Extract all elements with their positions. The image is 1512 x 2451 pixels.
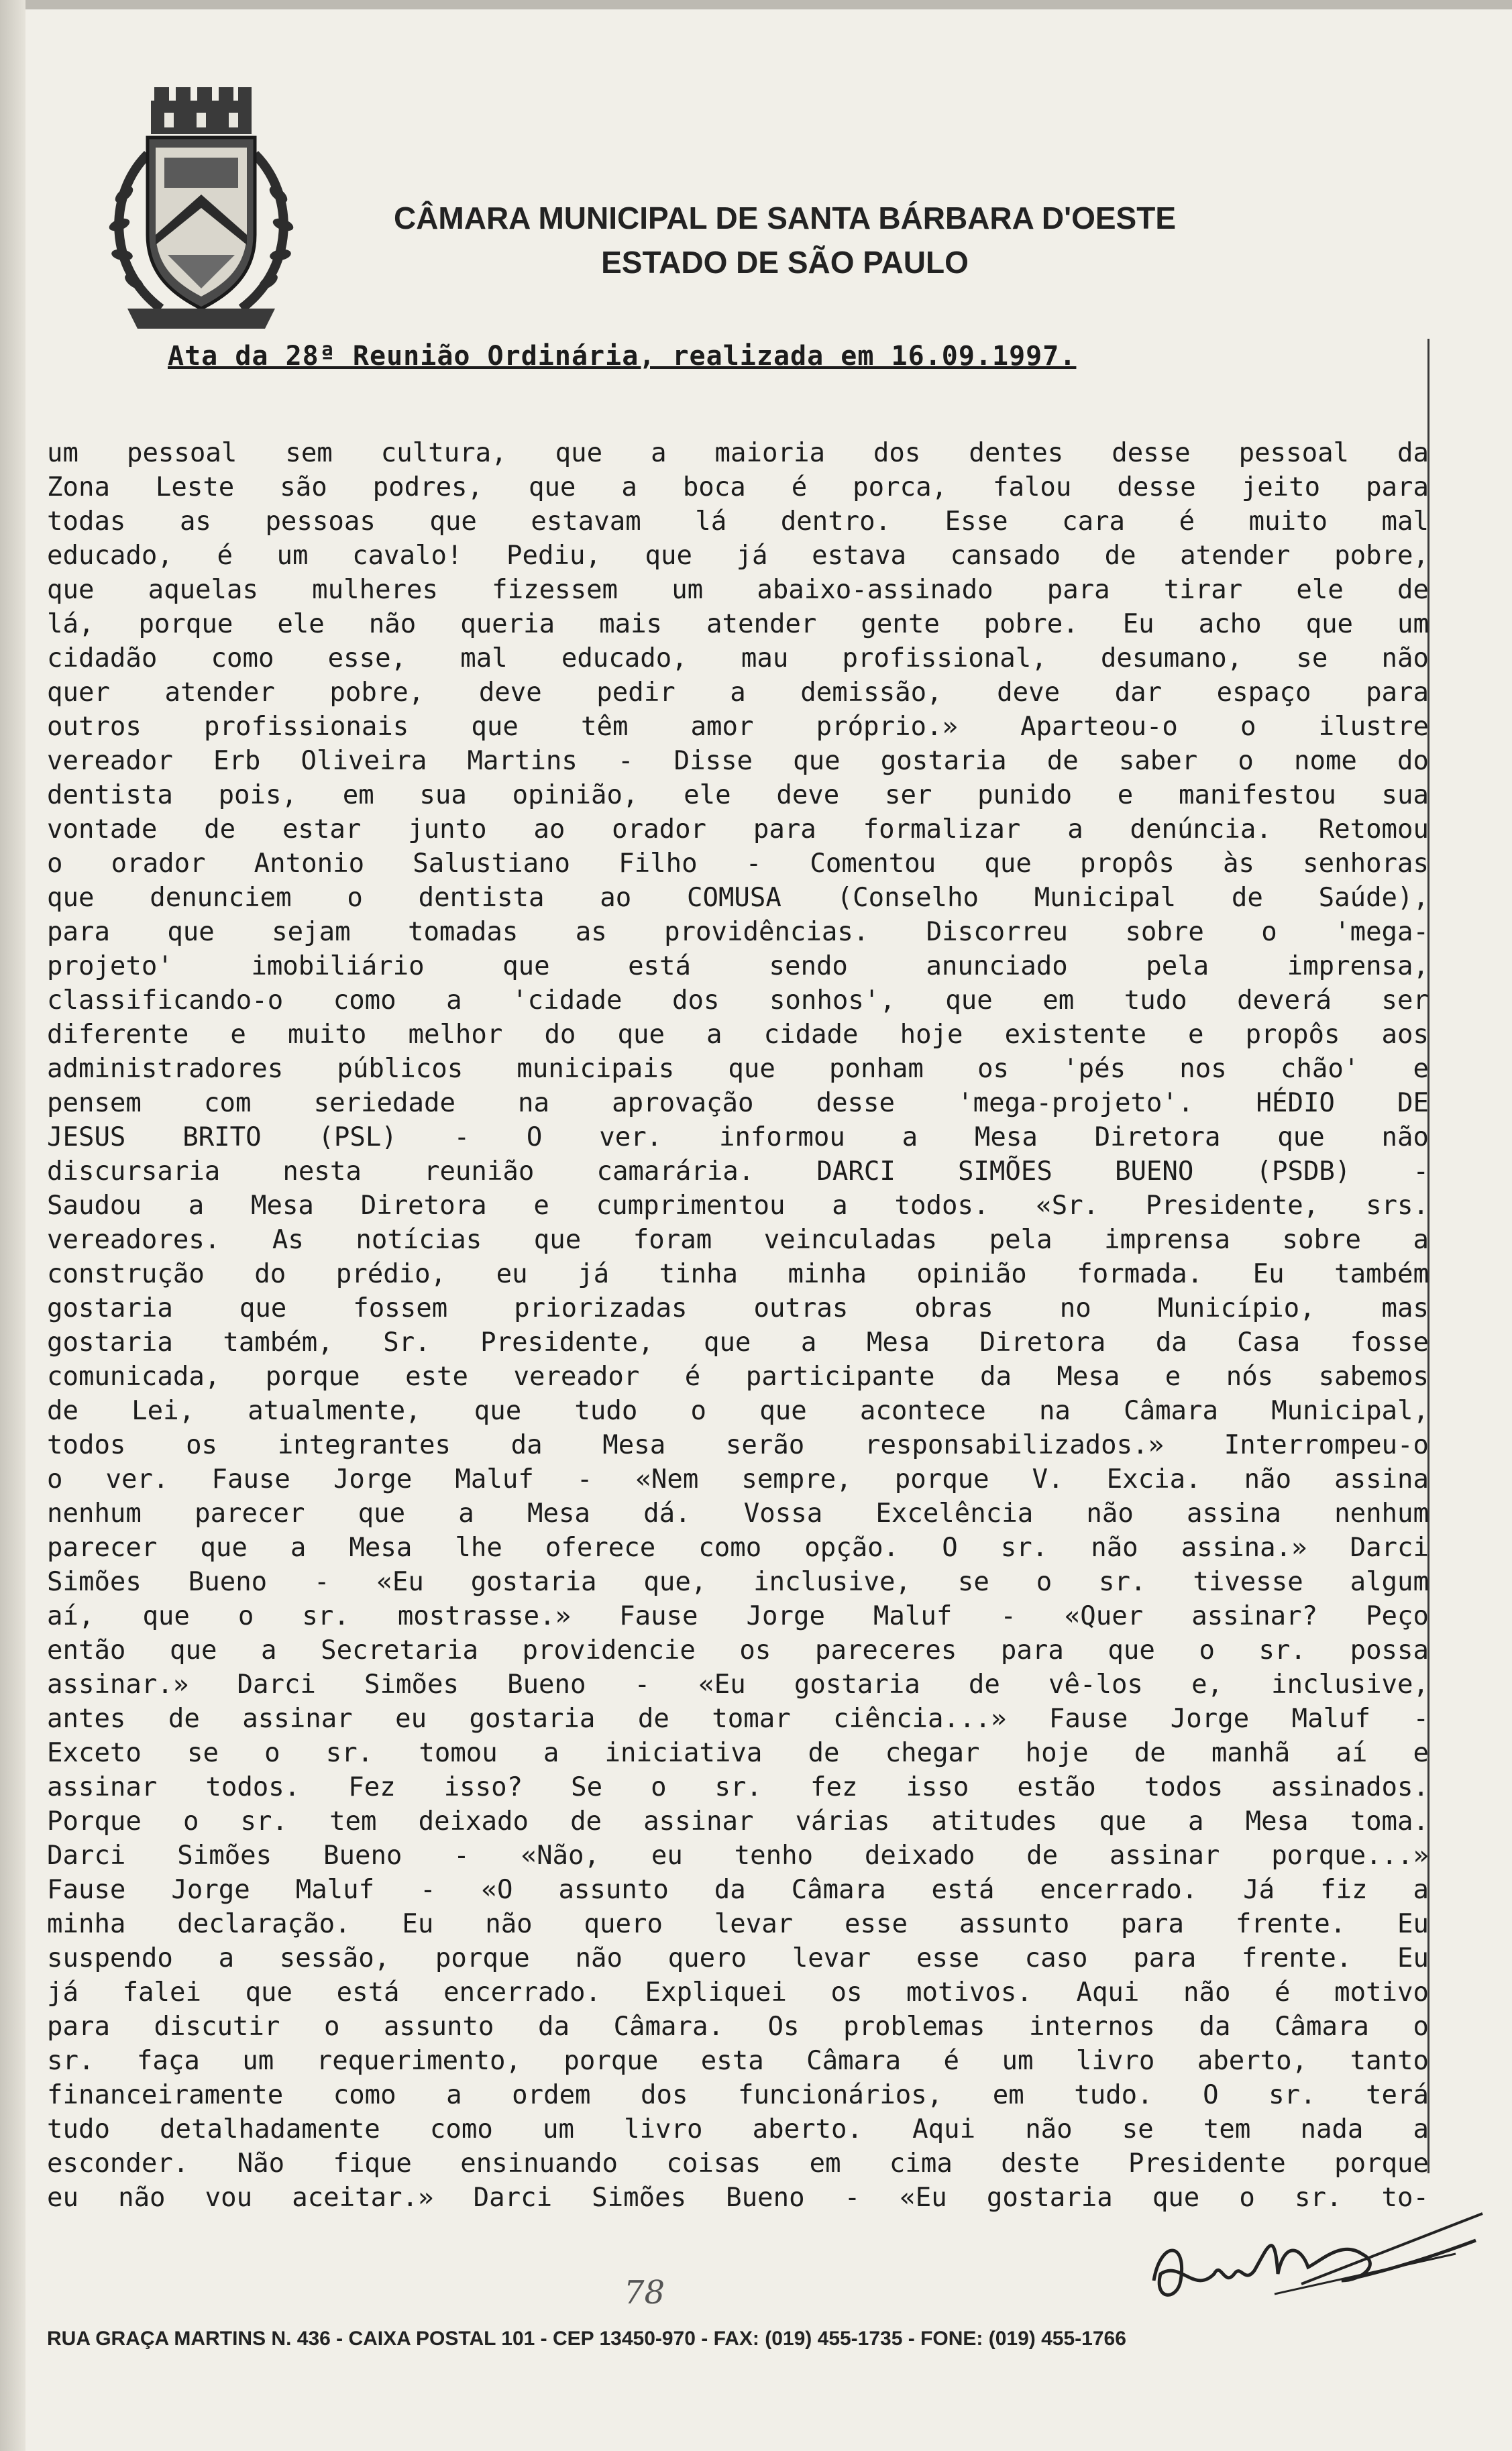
text-line: de Lei, atualmente, que tudo o que acontece na Câmara Municipal, bbox=[47, 1396, 1429, 1426]
text-line: vereadores. As notícias que foram veinculadas pela imprensa sobre a bbox=[47, 1225, 1429, 1255]
text-line: comunicada, porque este vereador é participante da Mesa e nós sabemos bbox=[47, 1362, 1429, 1392]
text-line: Exceto se o sr. tomou a iniciativa de chegar hoje de manhã aí e bbox=[47, 1738, 1429, 1768]
text-line: todas as pessoas que estavam lá dentro. Esse cara é muito mal bbox=[47, 506, 1429, 537]
text-line: para discutir o assunto da Câmara. Os problemas internos da Câmara o bbox=[47, 2012, 1429, 2042]
text-line: financeiramente como a ordem dos funcionários, em tudo. O sr. terá bbox=[47, 2080, 1429, 2110]
coat-of-arms-icon bbox=[101, 80, 302, 335]
text-line: pensem com seriedade na aprovação desse 'mega-projeto'. HÉDIO DE bbox=[47, 1088, 1429, 1118]
header-line-2: ESTADO DE SÃO PAULO bbox=[601, 245, 969, 280]
page-number: 78 bbox=[624, 2274, 665, 2311]
text-line: construção do prédio, eu já tinha minha opinião formada. Eu também bbox=[47, 1259, 1429, 1289]
text-line: antes de assinar eu gostaria de tomar ciência...» Fause Jorge Maluf - bbox=[47, 1704, 1429, 1734]
text-line: Simões Bueno - «Eu gostaria que, inclusive, se o sr. tivesse algum bbox=[47, 1567, 1429, 1597]
text-line: o ver. Fause Jorge Maluf - «Nem sempre, porque V. Excia. não assina bbox=[47, 1464, 1429, 1494]
text-line: assinar.» Darci Simões Bueno - «Eu gostaria de vê-los e, inclusive, bbox=[47, 1670, 1429, 1700]
text-line: parecer que a Mesa lhe oferece como opção. O sr. não assina.» Darci bbox=[47, 1533, 1429, 1563]
text-line: gostaria que fossem priorizadas outras obras no Município, mas bbox=[47, 1293, 1429, 1323]
text-line: cidadão como esse, mal educado, mau profissional, desumano, se não bbox=[47, 643, 1429, 673]
text-line: eu não vou aceitar.» Darci Simões Bueno - «Eu gostaria que o sr. to- bbox=[47, 2183, 1429, 2213]
text-line: um pessoal sem cultura, que a maioria dos dentes desse pessoal da bbox=[47, 438, 1429, 468]
text-line: esconder. Não fique ensinuando coisas em cima deste Presidente porque bbox=[47, 2148, 1429, 2179]
text-line: para que sejam tomadas as providências. Discorreu sobre o 'mega- bbox=[47, 917, 1429, 947]
scan-top-strip bbox=[0, 0, 1512, 9]
minutes-title: Ata da 28ª Reunião Ordinária, realizada em 16.09.1997. bbox=[168, 341, 1077, 372]
footer-address: RUA GRAÇA MARTINS N. 436 - CAIXA POSTAL 101 - CEP 13450-970 - FAX: (019) 455-1735 - FONE: (019) 455-1766 bbox=[47, 2328, 1126, 2350]
text-line: já falei que está encerrado. Expliquei os motivos. Aqui não é motivo bbox=[47, 1977, 1429, 2008]
text-line: Fause Jorge Maluf - «O assunto da Câmara está encerrado. Já fiz a bbox=[47, 1875, 1429, 1905]
text-line: quer atender pobre, deve pedir a demissão, deve dar espaço para bbox=[47, 677, 1429, 708]
text-line: dentista pois, em sua opinião, ele deve ser punido e manifestou sua bbox=[47, 780, 1429, 810]
text-line: diferente e muito melhor do que a cidade hoje existente e propôs aos bbox=[47, 1020, 1429, 1050]
text-line: Zona Leste são podres, que a boca é porca, falou desse jeito para bbox=[47, 472, 1429, 502]
text-line: minha declaração. Eu não quero levar esse assunto para frente. Eu bbox=[47, 1909, 1429, 1939]
text-line: educado, é um cavalo! Pediu, que já estava cansado de atender pobre, bbox=[47, 541, 1429, 571]
text-line: Darci Simões Bueno - «Não, eu tenho deixado de assinar porque...» bbox=[47, 1841, 1429, 1871]
text-line: sr. faça um requerimento, porque esta Câmara é um livro aberto, tanto bbox=[47, 2046, 1429, 2076]
text-line: Porque o sr. tem deixado de assinar várias atitudes que a Mesa toma. bbox=[47, 1806, 1429, 1837]
text-line: discursaria nesta reunião camarária. DARCI SIMÕES BUENO (PSDB) - bbox=[47, 1156, 1429, 1187]
text-line: outros profissionais que têm amor próprio.» Aparteou-o o ilustre bbox=[47, 712, 1429, 742]
scan-page-edge bbox=[0, 0, 25, 2451]
text-line: suspendo a sessão, porque não quero levar esse caso para frente. Eu bbox=[47, 1943, 1429, 1973]
header-line-1: CÂMARA MUNICIPAL DE SANTA BÁRBARA D'OESTE bbox=[393, 201, 1177, 235]
text-line: administradores públicos municipais que ponham os 'pés nos chão' e bbox=[47, 1054, 1429, 1084]
text-line: que aquelas mulheres fizessem um abaixo-assinado para tirar ele de bbox=[47, 575, 1429, 605]
text-line: vereador Erb Oliveira Martins - Disse que gostaria de saber o nome do bbox=[47, 746, 1429, 776]
text-line: o orador Antonio Salustiano Filho - Comentou que propôs às senhoras bbox=[47, 849, 1429, 879]
text-line: Saudou a Mesa Diretora e cumprimentou a todos. «Sr. Presidente, srs. bbox=[47, 1191, 1429, 1221]
letterhead bbox=[315, 196, 1254, 284]
text-line: vontade de estar junto ao orador para formalizar a denúncia. Retomou bbox=[47, 814, 1429, 845]
text-line: assinar todos. Fez isso? Se o sr. fez isso estão todos assinados. bbox=[47, 1772, 1429, 1802]
text-line: JESUS BRITO (PSL) - O ver. informou a Mesa Diretora que não bbox=[47, 1122, 1429, 1152]
text-line: então que a Secretaria providencie os pareceres para que o sr. possa bbox=[47, 1635, 1429, 1666]
text-line: tudo detalhadamente como um livro aberto. Aqui não se tem nada a bbox=[47, 2114, 1429, 2144]
text-line: projeto' imobiliário que está sendo anunciado pela imprensa, bbox=[47, 951, 1429, 981]
text-line: que denunciem o dentista ao COMUSA (Conselho Municipal de Saúde), bbox=[47, 883, 1429, 913]
minutes-body bbox=[47, 436, 1429, 2215]
text-line: nenhum parecer que a Mesa dá. Vossa Excelência não assina nenhum bbox=[47, 1499, 1429, 1529]
text-line: lá, porque ele não queria mais atender gente pobre. Eu acho que um bbox=[47, 609, 1429, 639]
signature-icon bbox=[1140, 2200, 1489, 2321]
text-line: todos os integrantes da Mesa serão responsabilizados.» Interrompeu-o bbox=[47, 1430, 1429, 1460]
text-line: gostaria também, Sr. Presidente, que a Mesa Diretora da Casa fosse bbox=[47, 1327, 1429, 1358]
text-line: classificando-o como a 'cidade dos sonhos', que em tudo deverá ser bbox=[47, 985, 1429, 1016]
text-line: aí, que o sr. mostrasse.» Fause Jorge Maluf - «Quer assinar? Peço bbox=[47, 1601, 1429, 1631]
